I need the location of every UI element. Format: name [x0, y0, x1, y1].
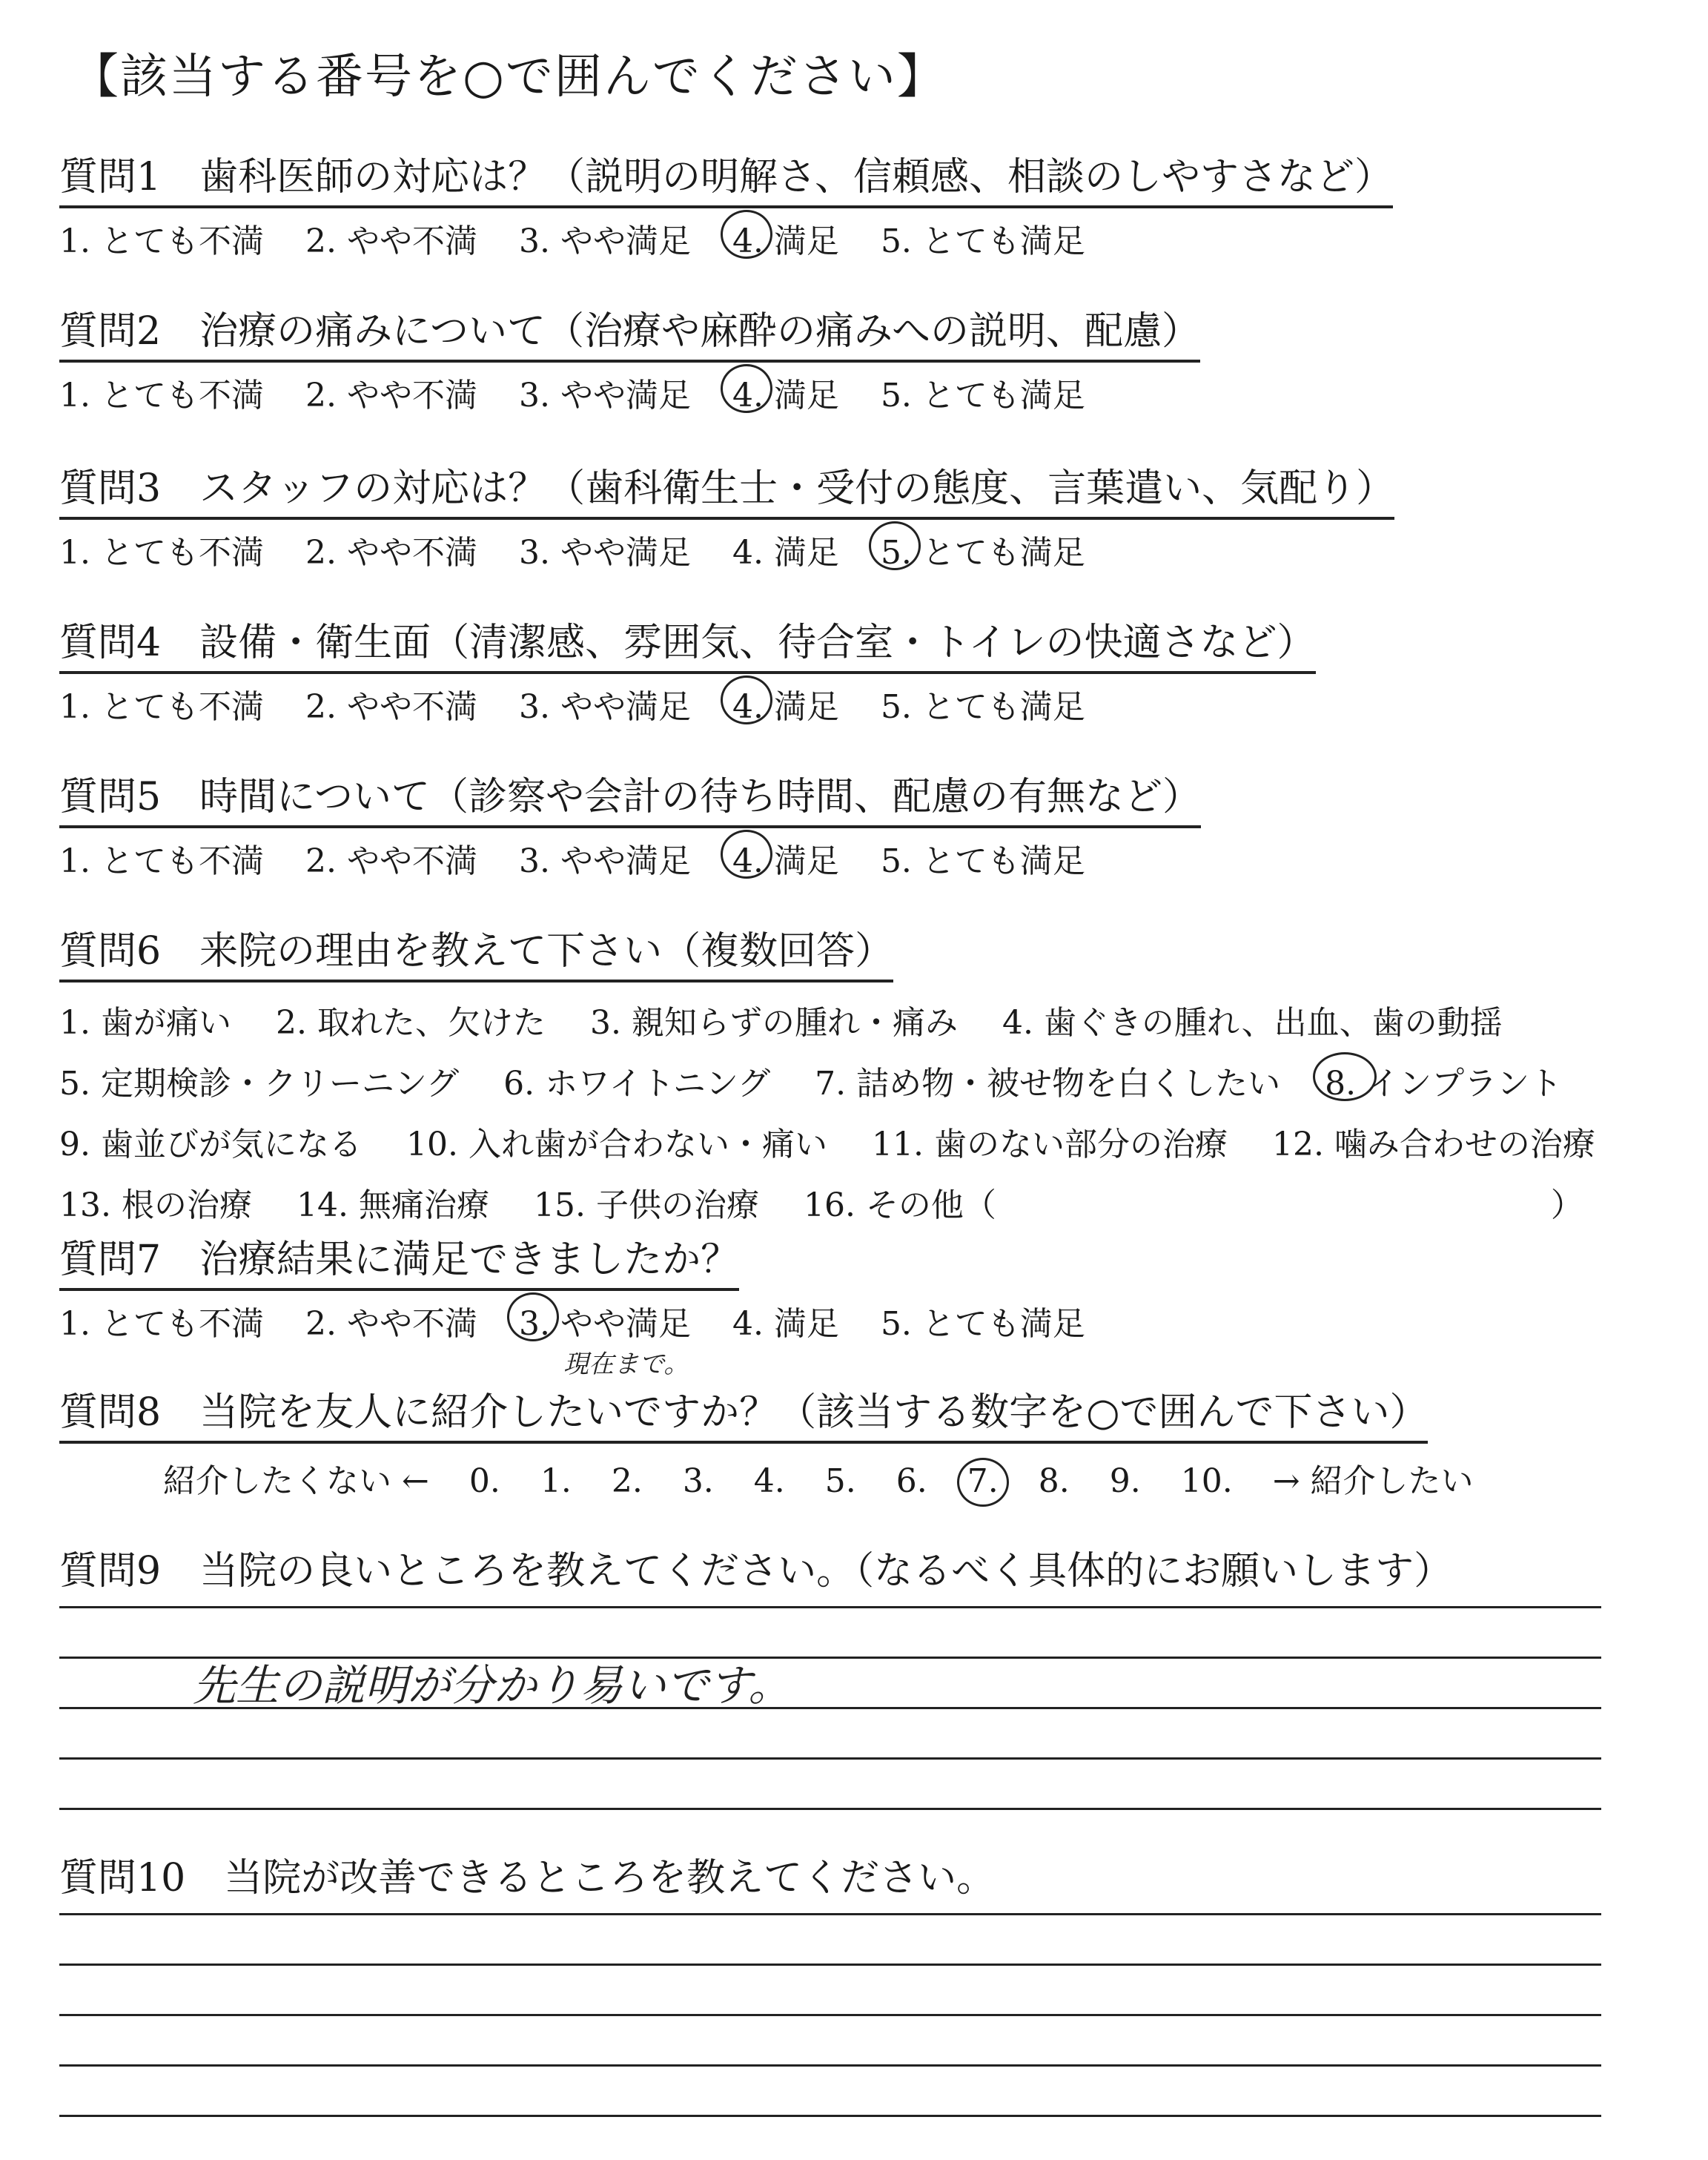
- answer-options: [59, 369, 1690, 416]
- option-4-selected[interactable]: 4. 満足: [732, 834, 839, 882]
- reason-option[interactable]: 4. 歯ぐきの腫れ、出血、歯の動揺: [1002, 1004, 1503, 1042]
- reason-option[interactable]: 13. 根の治療: [59, 1186, 252, 1224]
- option-2[interactable]: 2. やや不満: [305, 222, 477, 260]
- question-10: [59, 1846, 1690, 1906]
- scale-value[interactable]: 9.: [1109, 1462, 1141, 1500]
- selection-circle: [721, 364, 772, 413]
- question-title: 質問1 歯科医師の対応は？（説明の明解さ、信頼感、相談のしやすさなど）: [59, 145, 1393, 208]
- answer-options: [59, 526, 1690, 573]
- option-1[interactable]: 1. とても不満: [59, 377, 264, 415]
- reason-option[interactable]: 11. 歯のない部分の治療: [871, 1126, 1228, 1163]
- recommend-scale: [163, 1454, 1690, 1502]
- reason-option[interactable]: 7. 詰め物・被せ物を白くしたい: [815, 1065, 1281, 1103]
- option-5[interactable]: 5. とても満足: [880, 377, 1085, 415]
- option-1[interactable]: 1. とても不満: [59, 222, 264, 260]
- option-2[interactable]: 2. やや不満: [305, 1305, 477, 1343]
- reason-option[interactable]: 14. 無痛治療: [296, 1186, 489, 1224]
- handwritten-answer[interactable]: 先生の説明が分かり易いです。: [193, 1660, 792, 1711]
- answer-line: [59, 1606, 1601, 1608]
- option-2[interactable]: 2. やや不満: [305, 534, 477, 572]
- question-6: [59, 919, 1690, 1226]
- answer-line: [59, 1913, 1601, 1915]
- question-title: 質問2 治療の痛みについて（治療や麻酔の痛みへの説明、配慮）: [59, 300, 1200, 363]
- question-5: [59, 765, 1690, 882]
- question-2: [59, 300, 1690, 416]
- page-heading: 【該当する番号を○で囲んでください】: [71, 50, 946, 105]
- question-1: [59, 145, 1690, 262]
- reason-option[interactable]: 6. ホワイトニング: [503, 1065, 771, 1103]
- selection-circle: [869, 521, 921, 570]
- scale-value[interactable]: 5.: [824, 1462, 856, 1500]
- reason-option[interactable]: 5. 定期検診・クリーニング: [59, 1065, 460, 1103]
- reason-option[interactable]: 10. 入れ歯が合わない・痛い: [406, 1126, 827, 1163]
- scale-value[interactable]: 10.: [1180, 1462, 1233, 1500]
- scale-value-selected[interactable]: 7.: [967, 1462, 999, 1500]
- handwritten-note: 現在まで。: [563, 1350, 689, 1379]
- answer-line: [59, 1964, 1601, 1966]
- reason-row-4: [59, 1178, 1690, 1226]
- option-2[interactable]: 2. やや不満: [305, 377, 477, 415]
- option-3[interactable]: 3. やや満足: [518, 688, 691, 726]
- question-3: [59, 457, 1690, 573]
- question-4: [59, 611, 1690, 727]
- question-8: [59, 1381, 1690, 1502]
- option-4[interactable]: 4. 満足: [732, 1305, 839, 1343]
- question-9: [59, 1539, 1690, 1599]
- reason-option[interactable]: 1. 歯が痛い: [59, 1004, 231, 1042]
- question-title: 質問4 設備・衛生面（清潔感、雰囲気、待合室・トイレの快適さなど）: [59, 611, 1316, 674]
- question-title: 質問3 スタッフの対応は？（歯科衛生士・受付の態度、言葉遣い、気配り）: [59, 457, 1394, 520]
- question-7: [59, 1228, 1690, 1344]
- scale-value[interactable]: 0.: [469, 1462, 500, 1500]
- selection-circle: [721, 830, 772, 879]
- selection-circle: [507, 1292, 559, 1341]
- reason-option[interactable]: 15. 子供の治療: [533, 1186, 759, 1224]
- reason-row-3: [59, 1117, 1690, 1165]
- reason-option-selected[interactable]: 8. インプラント: [1325, 1057, 1562, 1104]
- reason-option[interactable]: 3. 親知らずの腫れ・痛み: [589, 1004, 958, 1042]
- option-1[interactable]: 1. とても不満: [59, 534, 264, 572]
- scale-right-label: → 紹介したい: [1272, 1462, 1474, 1500]
- question-title: 質問6 来院の理由を教えて下さい（複数回答）: [59, 919, 893, 982]
- scale-value[interactable]: 8.: [1038, 1462, 1070, 1500]
- reason-option[interactable]: 9. 歯並びが気になる: [59, 1126, 362, 1163]
- question-title: 質問7 治療結果に満足できましたか？: [59, 1228, 739, 1291]
- option-3[interactable]: 3. やや満足: [518, 842, 691, 880]
- answer-line: [59, 2115, 1601, 2117]
- option-5[interactable]: 5. とても満足: [880, 842, 1085, 880]
- answer-options: [59, 1297, 1690, 1344]
- option-5-selected[interactable]: 5. とても満足: [881, 526, 1085, 573]
- question-title: 質問9 当院の良いところを教えてください。（なるべく具体的にお願いします）: [59, 1549, 1453, 1593]
- question-title: 質問8 当院を友人に紹介したいですか？（該当する数字を○で囲んで下さい）: [59, 1381, 1428, 1444]
- option-1[interactable]: 1. とても不満: [59, 1305, 264, 1343]
- answer-line: [59, 2014, 1601, 2016]
- reason-row-2: [59, 1057, 1690, 1104]
- question-title: 質問5 時間について（診察や会計の待ち時間、配慮の有無など）: [59, 765, 1201, 828]
- reason-option[interactable]: 2. 取れた、欠けた: [275, 1004, 546, 1042]
- option-5[interactable]: 5. とても満足: [880, 222, 1085, 260]
- selection-circle: [1313, 1052, 1377, 1101]
- option-2[interactable]: 2. やや不満: [305, 842, 477, 880]
- option-3[interactable]: 3. やや満足: [518, 534, 691, 572]
- option-5[interactable]: 5. とても満足: [880, 1305, 1085, 1343]
- reason-row-1: [59, 996, 1690, 1043]
- scale-value[interactable]: 3.: [682, 1462, 714, 1500]
- selection-circle: [957, 1458, 1009, 1507]
- scale-value[interactable]: 1.: [540, 1462, 572, 1500]
- option-3[interactable]: 3. やや満足: [518, 222, 691, 260]
- selection-circle: [721, 210, 772, 259]
- option-1[interactable]: 1. とても不満: [59, 688, 264, 726]
- answer-options: [59, 834, 1690, 882]
- question-title: 質問10 当院が改善できるところを教えてください。: [59, 1856, 996, 1900]
- answer-options: [59, 680, 1690, 727]
- answer-line: [59, 1808, 1601, 1810]
- answer-line: [59, 2064, 1601, 2067]
- scale-value[interactable]: 6.: [896, 1462, 927, 1500]
- option-4[interactable]: 4. 満足: [732, 534, 839, 572]
- scale-value[interactable]: 2.: [611, 1462, 643, 1500]
- scale-value[interactable]: 4.: [753, 1462, 785, 1500]
- answer-line: [59, 1757, 1601, 1760]
- selection-circle: [721, 676, 772, 724]
- answer-options: [59, 214, 1690, 262]
- option-2[interactable]: 2. やや不満: [305, 688, 477, 726]
- option-5[interactable]: 5. とても満足: [880, 688, 1085, 726]
- option-4-selected[interactable]: 4. 満足: [732, 369, 839, 416]
- scale-left-label: 紹介したくない ←: [163, 1462, 429, 1500]
- option-3[interactable]: 3. やや満足: [518, 377, 691, 415]
- option-4-selected[interactable]: 4. 満足: [732, 214, 839, 262]
- reason-option-other[interactable]: 16. その他（ ）: [803, 1186, 1583, 1224]
- reason-option[interactable]: 12. 噛み合わせの治療: [1271, 1126, 1595, 1163]
- option-4-selected[interactable]: 4. 満足: [732, 680, 839, 727]
- option-1[interactable]: 1. とても不満: [59, 842, 264, 880]
- option-3-selected[interactable]: 3. やや満足: [519, 1297, 691, 1344]
